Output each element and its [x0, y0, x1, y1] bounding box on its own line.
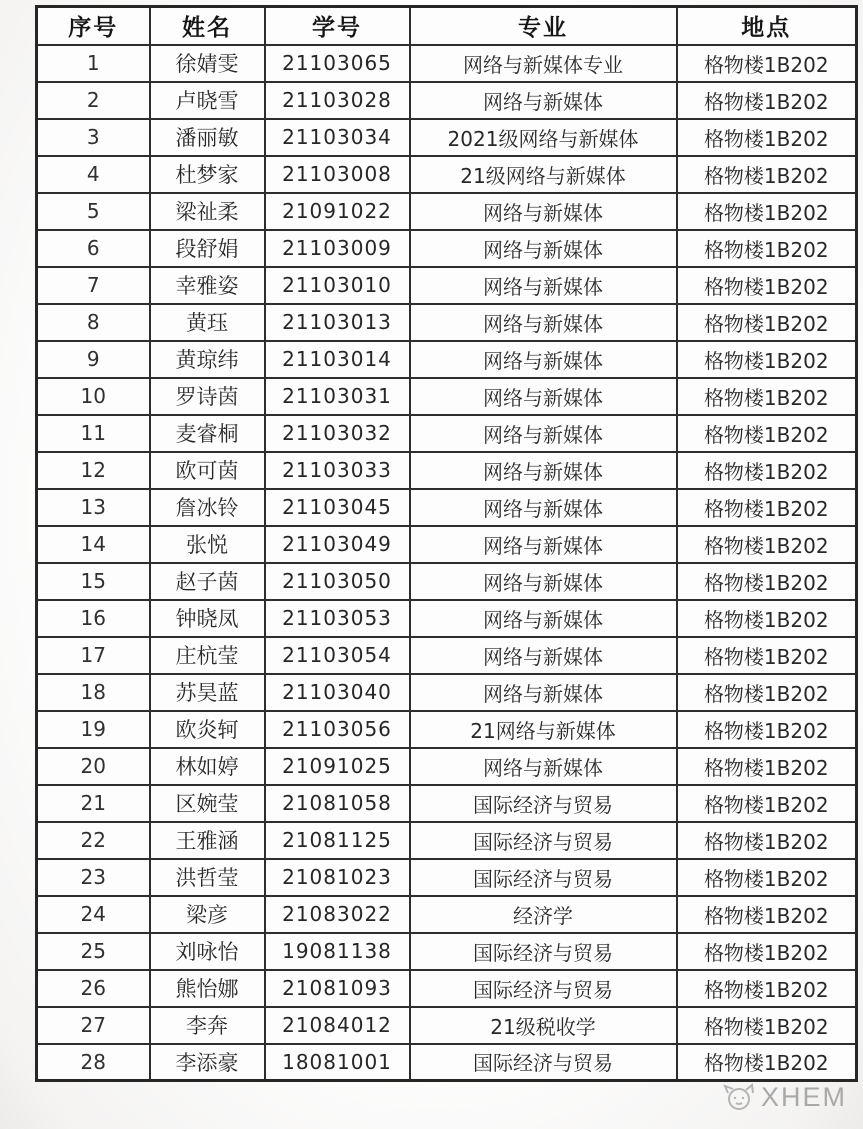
cell-student-id: 21103008: [265, 156, 410, 193]
cell-student-name: 潘丽敏: [150, 119, 265, 156]
cell-student-name: 幸雅姿: [150, 267, 265, 304]
table-row: [37, 859, 857, 896]
cell-seq: 9: [37, 341, 150, 378]
cell-major: 国际经济与贸易: [410, 970, 677, 1007]
table-row: [37, 82, 857, 119]
table-row: [37, 896, 857, 933]
cell-student-name: 钟晓凤: [150, 600, 265, 637]
cell-seq: 19: [37, 711, 150, 748]
cell-seq: 24: [37, 896, 150, 933]
table-row: [37, 341, 857, 378]
cell-student-name: 段舒娟: [150, 230, 265, 267]
cell-student-name: 徐婧雯: [150, 45, 265, 82]
cell-major: 21级税收学: [410, 1007, 677, 1044]
cell-location: 格物楼1B202: [677, 304, 857, 341]
cell-student-name: 张悦: [150, 526, 265, 563]
cell-student-id: 21081125: [265, 822, 410, 859]
table-row: [37, 526, 857, 563]
cell-seq: 5: [37, 193, 150, 230]
cell-seq: 25: [37, 933, 150, 970]
table-row: [37, 785, 857, 822]
cell-student-id: 21103050: [265, 563, 410, 600]
cell-major: 网络与新媒体: [410, 82, 677, 119]
cell-major: 网络与新媒体: [410, 415, 677, 452]
cell-student-name: 洪哲莹: [150, 859, 265, 896]
cell-major: 国际经济与贸易: [410, 1044, 677, 1081]
cell-seq: 12: [37, 452, 150, 489]
cell-student-name: 熊怡娜: [150, 970, 265, 1007]
cell-major: 网络与新媒体: [410, 563, 677, 600]
cell-student-name: 欧可茵: [150, 452, 265, 489]
cell-student-name: 梁祉柔: [150, 193, 265, 230]
cell-location: 格物楼1B202: [677, 526, 857, 563]
cell-location: 格物楼1B202: [677, 600, 857, 637]
cell-seq: 3: [37, 119, 150, 156]
table-row: [37, 600, 857, 637]
cell-location: 格物楼1B202: [677, 156, 857, 193]
cell-major: 网络与新媒体: [410, 452, 677, 489]
cell-major: 国际经济与贸易: [410, 859, 677, 896]
cell-student-id: 21081058: [265, 785, 410, 822]
cell-seq: 21: [37, 785, 150, 822]
cell-student-id: 21103013: [265, 304, 410, 341]
table-row: [37, 1044, 857, 1081]
cell-student-id: 21081023: [265, 859, 410, 896]
cell-seq: 10: [37, 378, 150, 415]
cell-major: 经济学: [410, 896, 677, 933]
table-row: [37, 119, 857, 156]
cell-seq: 6: [37, 230, 150, 267]
cell-student-id: 21084012: [265, 1007, 410, 1044]
cell-location: 格物楼1B202: [677, 748, 857, 785]
cell-student-name: 赵子茵: [150, 563, 265, 600]
cell-student-name: 梁彦: [150, 896, 265, 933]
cell-major: 网络与新媒体: [410, 304, 677, 341]
column-header-seq: 序号: [37, 7, 150, 45]
cell-location: 格物楼1B202: [677, 489, 857, 526]
cell-major: 21网络与新媒体: [410, 711, 677, 748]
cell-student-id: 18081001: [265, 1044, 410, 1081]
column-header-major: 专业: [410, 7, 677, 45]
cell-student-name: 罗诗茵: [150, 378, 265, 415]
cell-student-id: 21103031: [265, 378, 410, 415]
cell-student-name: 卢晓雪: [150, 82, 265, 119]
cell-student-name: 刘咏怡: [150, 933, 265, 970]
table-row: [37, 637, 857, 674]
cell-major: 2021级网络与新媒体: [410, 119, 677, 156]
cell-student-id: 21103053: [265, 600, 410, 637]
cell-location: 格物楼1B202: [677, 859, 857, 896]
table-row: [37, 193, 857, 230]
cell-location: 格物楼1B202: [677, 970, 857, 1007]
cell-student-id: 21103034: [265, 119, 410, 156]
cell-seq: 11: [37, 415, 150, 452]
table-row: [37, 452, 857, 489]
cell-major: 国际经济与贸易: [410, 785, 677, 822]
cell-student-id: 21103014: [265, 341, 410, 378]
cell-major: 国际经济与贸易: [410, 933, 677, 970]
cell-location: 格物楼1B202: [677, 711, 857, 748]
attendance-table: [35, 5, 858, 1082]
cell-major: 网络与新媒体: [410, 489, 677, 526]
table-row: [37, 822, 857, 859]
cell-student-name: 欧炎轲: [150, 711, 265, 748]
cell-location: 格物楼1B202: [677, 785, 857, 822]
cell-major: 网络与新媒体: [410, 674, 677, 711]
cell-student-id: 21083022: [265, 896, 410, 933]
cell-seq: 7: [37, 267, 150, 304]
table-row: [37, 970, 857, 1007]
cell-location: 格物楼1B202: [677, 45, 857, 82]
cell-seq: 27: [37, 1007, 150, 1044]
cell-seq: 17: [37, 637, 150, 674]
cell-location: 格物楼1B202: [677, 341, 857, 378]
cell-major: 网络与新媒体: [410, 193, 677, 230]
watermark: [722, 1082, 847, 1113]
cell-major: 网络与新媒体: [410, 378, 677, 415]
cell-student-name: 王雅涵: [150, 822, 265, 859]
cell-major: 国际经济与贸易: [410, 822, 677, 859]
cell-major: 网络与新媒体: [410, 341, 677, 378]
cell-major: 网络与新媒体: [410, 267, 677, 304]
cell-major: 网络与新媒体: [410, 230, 677, 267]
cell-student-id: 21103054: [265, 637, 410, 674]
table-row: [37, 304, 857, 341]
cell-major: 网络与新媒体: [410, 600, 677, 637]
cell-seq: 8: [37, 304, 150, 341]
cell-location: 格物楼1B202: [677, 452, 857, 489]
cell-student-id: 21103049: [265, 526, 410, 563]
cell-major: 网络与新媒体: [410, 637, 677, 674]
cell-student-id: 21103009: [265, 230, 410, 267]
cell-location: 格物楼1B202: [677, 82, 857, 119]
table-row: [37, 674, 857, 711]
cell-major: 网络与新媒体: [410, 748, 677, 785]
cell-seq: 20: [37, 748, 150, 785]
cell-major: 21级网络与新媒体: [410, 156, 677, 193]
cell-location: 格物楼1B202: [677, 119, 857, 156]
cell-student-id: 21091025: [265, 748, 410, 785]
cell-student-name: 黄琼纬: [150, 341, 265, 378]
cell-location: 格物楼1B202: [677, 674, 857, 711]
cat-logo-icon: [722, 1083, 756, 1113]
cell-student-id: 21103056: [265, 711, 410, 748]
cell-seq: 13: [37, 489, 150, 526]
table-row: [37, 489, 857, 526]
cell-seq: 15: [37, 563, 150, 600]
cell-major: 网络与新媒体: [410, 526, 677, 563]
cell-seq: 14: [37, 526, 150, 563]
cell-seq: 18: [37, 674, 150, 711]
cell-location: 格物楼1B202: [677, 933, 857, 970]
cell-student-id: 21103032: [265, 415, 410, 452]
header-row: [37, 7, 857, 45]
cell-student-id: 21103028: [265, 82, 410, 119]
cell-student-name: 麦睿桐: [150, 415, 265, 452]
table-row: [37, 933, 857, 970]
cell-seq: 26: [37, 970, 150, 1007]
table-row: [37, 156, 857, 193]
cell-student-id: 21103065: [265, 45, 410, 82]
cell-seq: 4: [37, 156, 150, 193]
cell-location: 格物楼1B202: [677, 193, 857, 230]
column-header-location: 地点: [677, 7, 857, 45]
cell-location: 格物楼1B202: [677, 1044, 857, 1081]
watermark-label: XHEM: [760, 1082, 847, 1112]
table-row: [37, 1007, 857, 1044]
table-row: [37, 563, 857, 600]
cell-location: 格物楼1B202: [677, 378, 857, 415]
cell-seq: 22: [37, 822, 150, 859]
cell-student-name: 李奔: [150, 1007, 265, 1044]
table-header: [37, 7, 857, 45]
cell-location: 格物楼1B202: [677, 896, 857, 933]
cell-student-name: 林如婷: [150, 748, 265, 785]
cell-location: 格物楼1B202: [677, 267, 857, 304]
cell-student-name: 杜梦家: [150, 156, 265, 193]
cell-location: 格物楼1B202: [677, 415, 857, 452]
cell-student-id: 21103010: [265, 267, 410, 304]
table-row: [37, 45, 857, 82]
table-row: [37, 267, 857, 304]
cell-seq: 1: [37, 45, 150, 82]
cell-student-name: 庄杭莹: [150, 637, 265, 674]
cell-major: 网络与新媒体专业: [410, 45, 677, 82]
cell-location: 格物楼1B202: [677, 637, 857, 674]
cell-student-id: 21103040: [265, 674, 410, 711]
table-row: [37, 378, 857, 415]
column-header-student-id: 学号: [265, 7, 410, 45]
cell-location: 格物楼1B202: [677, 563, 857, 600]
cell-student-name: 李添豪: [150, 1044, 265, 1081]
cell-location: 格物楼1B202: [677, 1007, 857, 1044]
table-row: [37, 711, 857, 748]
cell-location: 格物楼1B202: [677, 822, 857, 859]
cell-student-name: 区婉莹: [150, 785, 265, 822]
table-row: [37, 748, 857, 785]
cell-student-name: 黄珏: [150, 304, 265, 341]
table-row: [37, 230, 857, 267]
cell-student-id: 19081138: [265, 933, 410, 970]
cell-student-name: 苏昊蓝: [150, 674, 265, 711]
cell-seq: 23: [37, 859, 150, 896]
cell-student-id: 21103033: [265, 452, 410, 489]
table-body: [37, 45, 857, 1081]
cell-student-id: 21091022: [265, 193, 410, 230]
cell-seq: 2: [37, 82, 150, 119]
cell-seq: 16: [37, 600, 150, 637]
cell-seq: 28: [37, 1044, 150, 1081]
cell-student-id: 21081093: [265, 970, 410, 1007]
cell-location: 格物楼1B202: [677, 230, 857, 267]
column-header-name: 姓名: [150, 7, 265, 45]
table-row: [37, 415, 857, 452]
cell-student-id: 21103045: [265, 489, 410, 526]
cell-student-name: 詹冰铃: [150, 489, 265, 526]
